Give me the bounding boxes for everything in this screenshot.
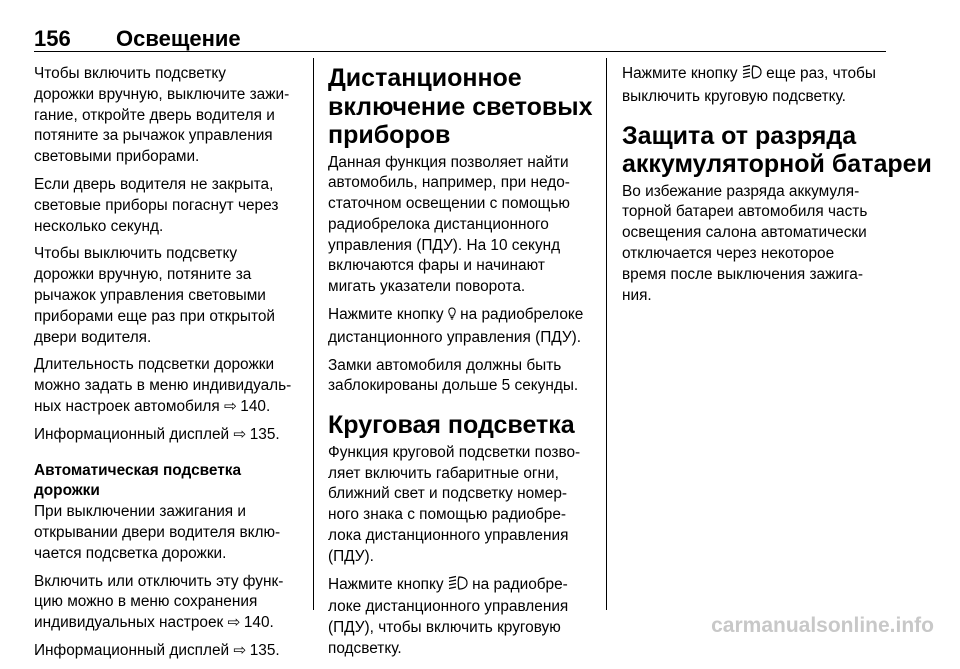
watermark: carmanualsonline.info	[711, 614, 934, 637]
column-2	[328, 64, 600, 667]
paragraph: Если дверь водителя не закрыта, световые приборы погаснут через несколько секунд.	[34, 175, 279, 235]
header-rule	[34, 51, 886, 52]
page-ref-arrow-icon: ⇨	[227, 614, 241, 632]
subsection-heading: Автоматическая подсветка дорожки	[34, 461, 242, 500]
paragraph: При выключении зажигания и открывании двери водителя вклю‐ чается подсветка дорожки.	[34, 503, 281, 562]
paragraph: Нажмите кнопку еще раз, чтобы выключить круговую подсветку.	[622, 65, 876, 105]
paragraph: Включить или отключить эту функ‐ цию можно в меню сохранения индивидуальных настроек ⇨ 140.	[34, 572, 306, 634]
page-ref-link[interactable]: 140.	[240, 397, 271, 415]
page-ref-arrow-icon: ⇨	[224, 397, 237, 415]
page-ref-arrow-icon: ⇨	[233, 425, 247, 443]
paragraph: Во избежание разряда аккумуля‐ торной батареи автомобиля часть освещения салона автоматически отключается через некоторое время после выключения зажига‐ ния.	[622, 182, 868, 304]
section-heading: Круговая подсветка	[328, 411, 575, 440]
paragraph: Нажмите кнопку на радиобрелоке дистанционного управления (ПДУ).	[328, 306, 584, 346]
paragraph: Данная функция позволяет найти автомобиль, например, при недо‐ статочном освещении с помощью радиобрелока дистанционного управления (ПДУ). На 10 секунд включаются фары и начинают мигать указатели поворота.	[328, 153, 570, 296]
paragraph: Чтобы выключить подсветку дорожки вручную, потяните за рычажок управления световыми приборами еще раз при открытой двери водителя.	[34, 245, 276, 346]
column-divider-2	[606, 58, 607, 610]
low-beam-light-icon	[448, 575, 468, 598]
paragraph: Замки автомобиля должны быть заблокированы дольше 5 секунды.	[328, 356, 579, 395]
paragraph: Информационный дисплей ⇨ 135.	[34, 425, 306, 446]
section-heading: Защита от разряда аккумуляторной батареи	[622, 121, 932, 179]
section-heading: Дистанционное включение световых приборов	[328, 64, 593, 149]
page-number: 156	[34, 26, 71, 51]
column-1	[34, 64, 306, 669]
paragraph: Нажмите кнопку на радиобре‐ локе дистанционного управления (ПДУ), чтобы включить круговую подсветку.	[328, 575, 569, 657]
page-ref-link[interactable]: 135.	[249, 425, 280, 443]
paragraph: Чтобы включить подсветку дорожки вручную, выключите зажи‐ гание, откройте дверь водителя и потяните за рычажок управления световыми приборами.	[34, 65, 290, 166]
paragraph: Функция круговой подсветки позво‐ ляет включить габаритные огни, ближний свет и подсветку номер‐ ного знака с помощью радиобре‐ лока дистанционного управления (ПДУ).	[328, 443, 581, 565]
page-header	[34, 20, 886, 54]
page-ref-arrow-icon: ⇨	[233, 641, 247, 659]
column-divider-1	[313, 58, 314, 610]
column-3	[622, 64, 932, 313]
page-title: Освещение	[116, 26, 241, 51]
paragraph: Длительность подсветки дорожки можно задать в меню индивидуаль‐ ных настроек автомобиля ⇨ 140.	[34, 355, 306, 417]
paragraph: Информационный дисплей ⇨ 135.	[34, 641, 306, 662]
page-ref-link[interactable]: 140.	[243, 614, 274, 632]
low-beam-light-icon	[742, 64, 762, 87]
light-bulb-icon	[448, 307, 456, 328]
page-ref-link[interactable]: 135.	[249, 641, 280, 659]
